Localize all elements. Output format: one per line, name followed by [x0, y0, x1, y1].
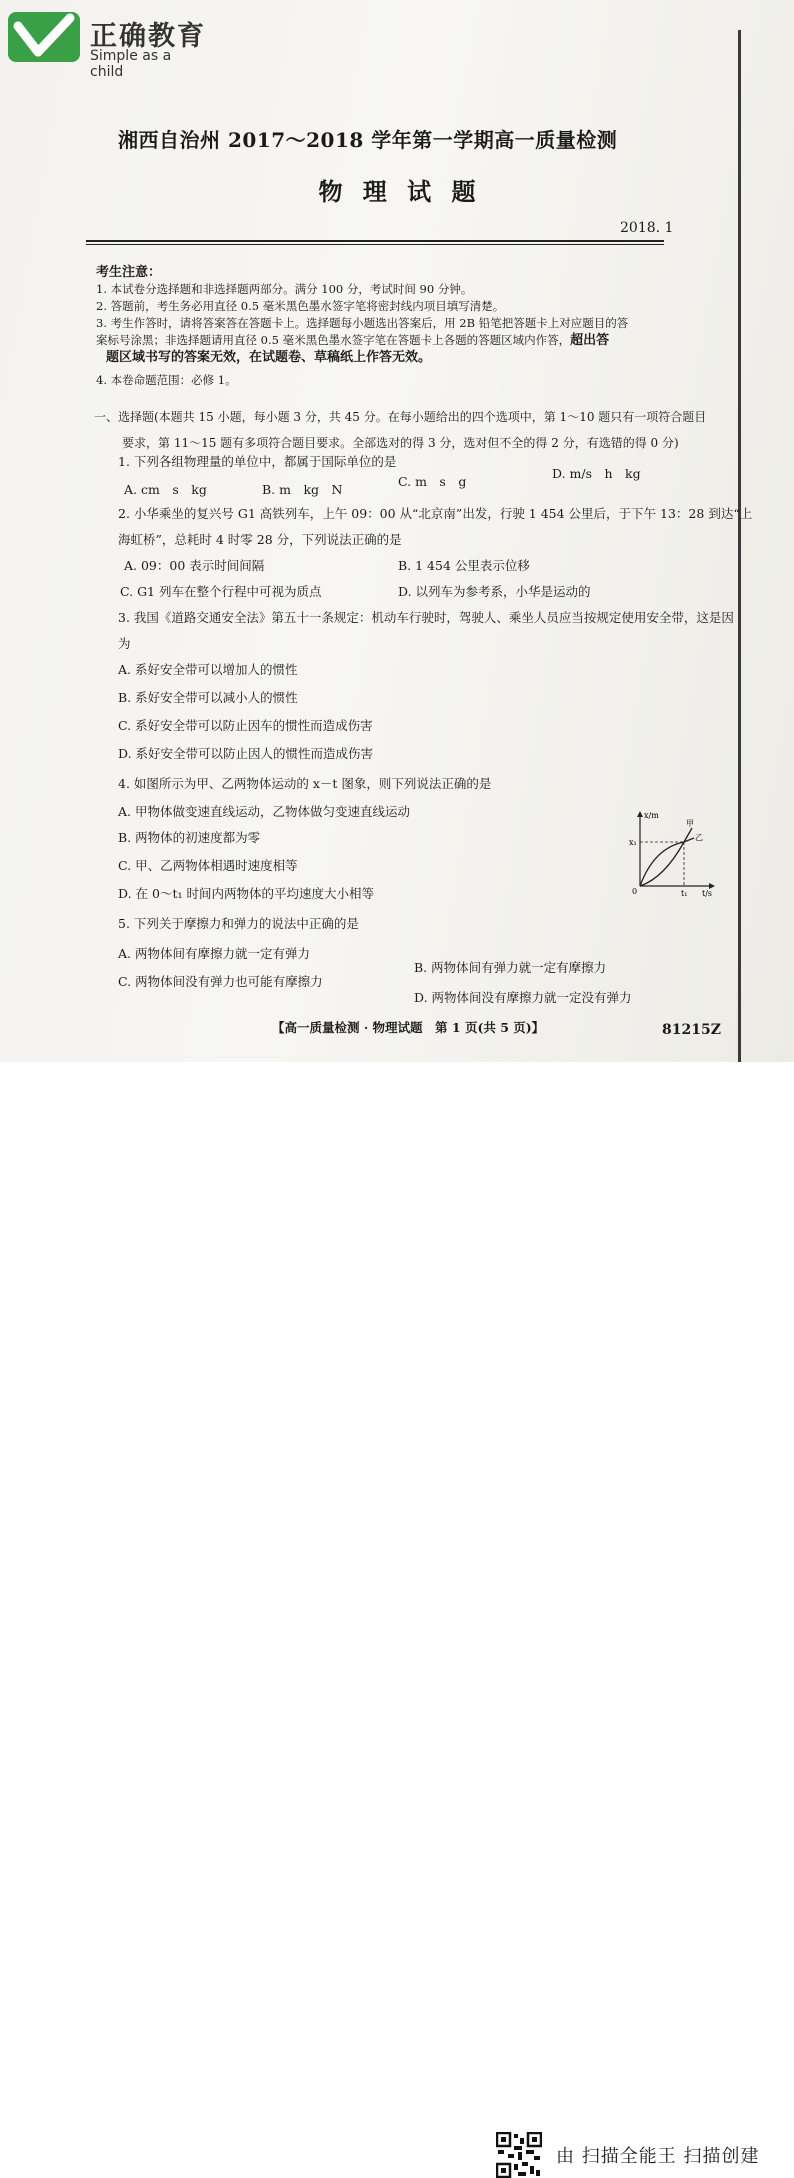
header-rule-bottom — [86, 244, 664, 245]
q4-option-c: C. 甲、乙两物体相遇时速度相等 — [118, 858, 298, 873]
scan-watermark-bar — [0, 1062, 794, 2167]
q2-option-c: C. G1 列车在整个行程中可视为质点 — [120, 584, 322, 599]
logo-subtitle: Simple as a child — [90, 48, 172, 80]
check-mark-icon — [8, 12, 80, 62]
notice-line-1: 1. 本试卷分选择题和非选择题两部分。满分 100 分，考试时间 90 分钟。 — [96, 282, 473, 296]
yi-label: 乙 — [695, 833, 703, 842]
notice-block — [96, 264, 696, 389]
q1-option-c: C. m s g — [398, 474, 467, 489]
q2-option-a: A. 09：00 表示时间间隔 — [124, 558, 265, 573]
x-axis-label: t/s — [702, 889, 713, 898]
y-axis-arrow — [637, 811, 643, 817]
section-line-2: 要求，第 11～15 题有多项符合题目要求。全部选对的得 3 分，选对但不全的得 2 分，有选错的得 0 分) — [122, 436, 679, 450]
brand-logo — [8, 10, 208, 80]
notice-line-2: 2. 答题前，考生务必用直径 0.5 毫米黑色墨水签字笔将密封线内项目填写清楚。 — [96, 299, 505, 313]
q5-option-c: C. 两物体间没有弹力也可能有摩擦力 — [118, 974, 323, 989]
exam-title: 湘西自治州 2017～2018 学年第一学期高一质量检测 — [118, 128, 618, 152]
exam-date: 2018. 1 — [620, 220, 674, 236]
origin-label: 0 — [632, 887, 638, 896]
t1-label: t₁ — [681, 889, 688, 898]
notice-emphasis-b: 题区域书写的答案无效，在试题卷、草稿纸上作答无效。 — [106, 350, 432, 365]
qr-code-icon — [496, 2132, 542, 2178]
page-footer: 【高一质量检测 · 物理试题 第 1 页(共 5 页)】 — [272, 1020, 545, 1035]
q3-option-c: C. 系好安全带可以防止因车的惯性而造成伤害 — [118, 718, 373, 733]
section-instructions — [94, 404, 708, 456]
notice-line-3b-text: 案标号涂黑；非选择题请用直径 0.5 毫米黑色墨水签字笔在答题卡上各题的答题区域内作答， — [96, 333, 571, 347]
q5-option-a: A. 两物体间有摩擦力就一定有弹力 — [118, 946, 310, 961]
q4-option-b: B. 两物体的初速度都为零 — [118, 830, 261, 845]
q4-option-d: D. 在 0～t₁ 时间内两物体的平均速度大小相等 — [118, 886, 374, 901]
q2-stem-line-2: 海虹桥”，总耗时 4 时零 28 分，下列说法正确的是 — [118, 532, 402, 547]
notice-emphasis-a: 超出答 — [570, 333, 610, 348]
page-edge-shadow — [738, 30, 741, 1090]
q4-option-a: A. 甲物体做变速直线运动，乙物体做匀变速直线运动 — [118, 804, 410, 819]
q5-stem: 5. 下列关于摩擦力和弹力的说法中正确的是 — [118, 916, 359, 931]
x1-label: x₁ — [629, 838, 637, 847]
y-axis-label: x/m — [644, 811, 659, 820]
q3-stem-line-2: 为 — [118, 636, 131, 651]
q2-option-d: D. 以列车为参考系，小华是运动的 — [398, 584, 591, 599]
q4-stem: 4. 如图所示为甲、乙两物体运动的 x－t 图象，则下列说法正确的是 — [118, 776, 492, 791]
curve-yi — [640, 838, 694, 886]
q1-option-d: D. m/s h kg — [552, 466, 641, 481]
exam-subject: 物 理 试 题 — [318, 177, 482, 206]
q1-stem: 1. 下列各组物理量的单位中，都属于国际单位的是 — [118, 454, 397, 469]
q1-option-a: A. cm s kg — [124, 482, 207, 497]
q3-stem-line-1: 3. 我国《道路交通安全法》第五十一条规定：机动车行驶时，驾驶人、乘坐人员应当按规定使用安全带，这是因 — [118, 610, 734, 625]
section-line-1: 一、选择题(本题共 15 小题，每小题 3 分，共 45 分。在每小题给出的四个选项中，第 1～10 题只有一项符合题目 — [94, 410, 707, 424]
q3-option-a: A. 系好安全带可以增加人的惯性 — [118, 662, 298, 677]
q2-option-b: B. 1 454 公里表示位移 — [398, 558, 530, 573]
q5-option-d: D. 两物体间没有摩擦力就一定没有弹力 — [414, 990, 632, 1005]
xt-graph — [624, 808, 716, 900]
notice-line-3: 3. 考生作答时，请将答案答在答题卡上。选择题每小题选出答案后，用 2B 铅笔把答题卡上对应题目的答 — [96, 316, 629, 330]
jia-label: 甲 — [686, 819, 694, 828]
notice-heading: 考生注意： — [96, 265, 162, 280]
notice-line-4: 4. 本卷命题范围：必修 1。 — [96, 373, 237, 387]
q5-option-b: B. 两物体间有弹力就一定有摩擦力 — [414, 960, 607, 975]
q1-option-b: B. m kg N — [262, 482, 343, 497]
logo-title: 正确教育 — [90, 21, 206, 52]
q3-option-b: B. 系好安全带可以减小人的惯性 — [118, 690, 298, 705]
header-rule-top — [86, 240, 664, 242]
notice-line-3b — [96, 332, 696, 349]
q2-stem-line-1: 2. 小华乘坐的复兴号 G1 高铁列车，上午 09：00 从“北京南”出发，行驶 1 454 公里后，于下午 13：28 到达“上 — [118, 506, 753, 521]
scan-app-credit: 由 扫描全能王 扫描创建 — [556, 2146, 760, 2167]
exam-code: 81215Z — [662, 1022, 721, 1038]
q3-option-d: D. 系好安全带可以防止因人的惯性而造成伤害 — [118, 746, 374, 761]
